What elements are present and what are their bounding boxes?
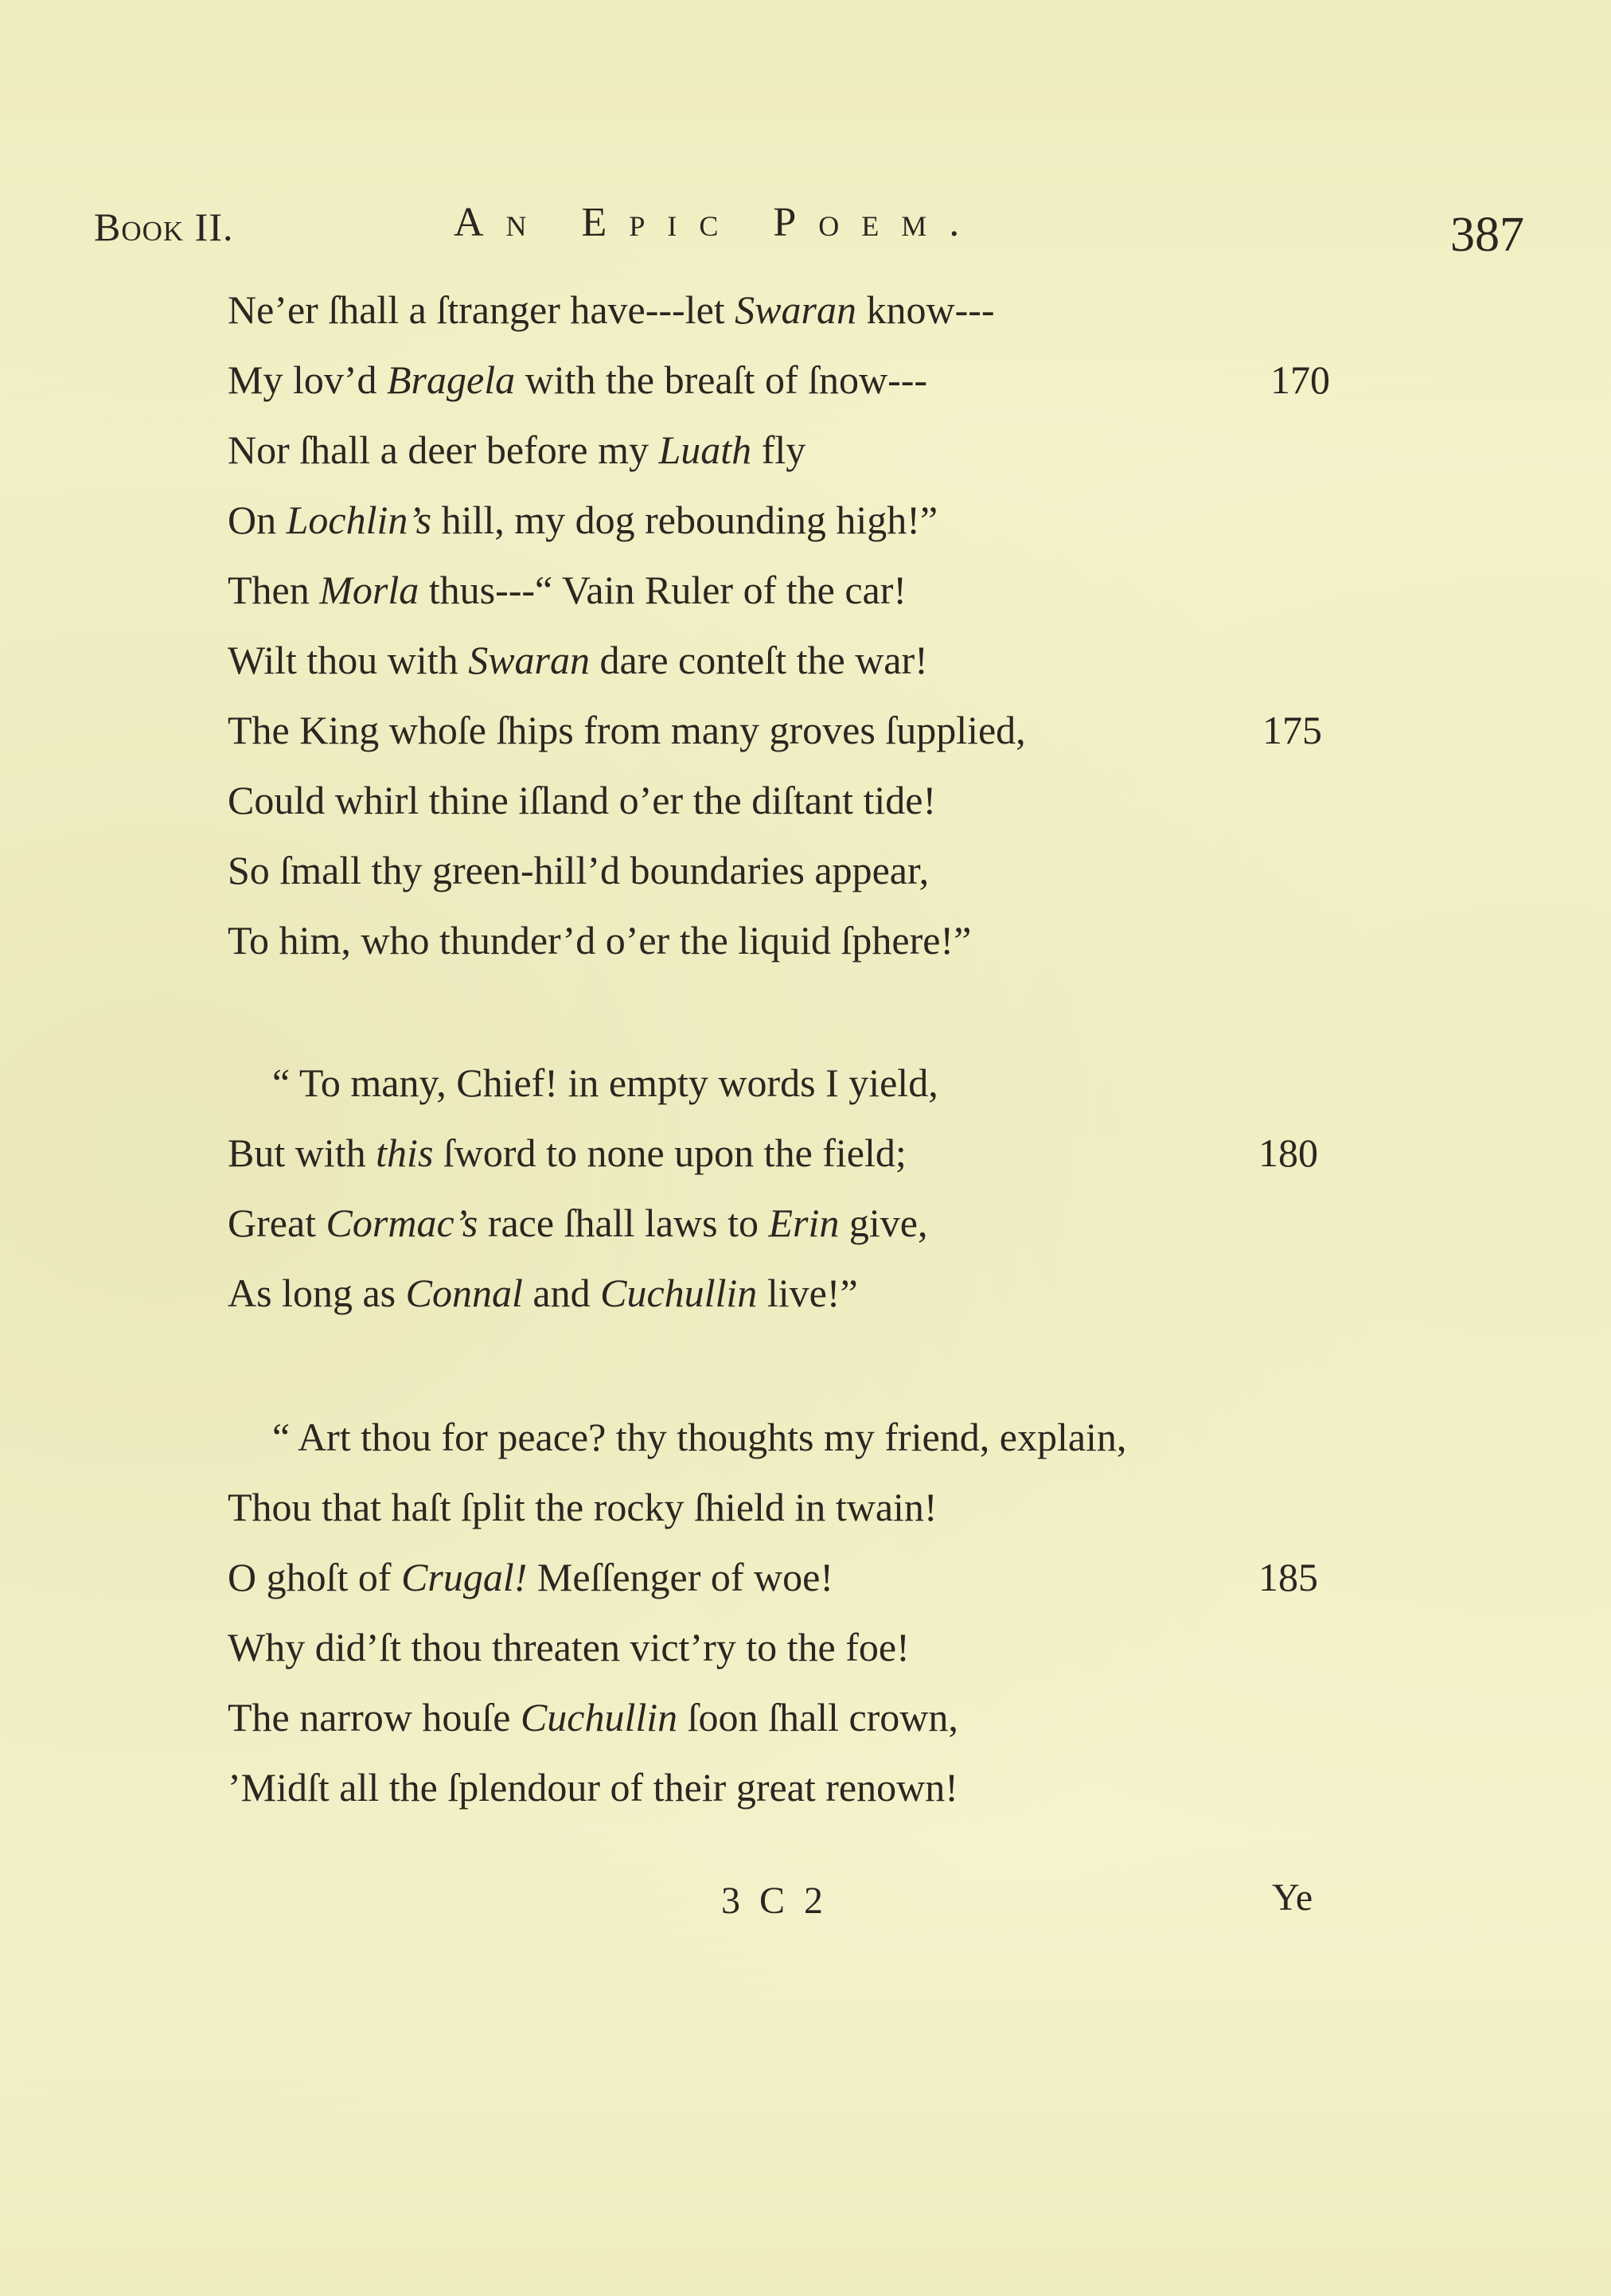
line-text: The King whoſe ſhips from many groves ſupplied, — [228, 708, 1026, 752]
poem-line — [228, 345, 1382, 415]
poem-line — [228, 1612, 1382, 1682]
line-text: So ſmall thy green-hill’d boundaries appear, — [228, 848, 930, 892]
line-text: Then Morla thus---“ Vain Ruler of the car! — [228, 568, 907, 612]
poem-line — [228, 1682, 1382, 1752]
poem-line — [228, 1542, 1382, 1612]
poem-line — [228, 1752, 1382, 1822]
line-text: Nor ſhall a deer before my Luath fly — [228, 428, 806, 472]
poem-line — [228, 1402, 1382, 1472]
poem-line — [228, 695, 1382, 765]
line-text: ’Midſt all the ſplendour of their great renown! — [228, 1765, 958, 1810]
poem-line — [228, 1472, 1382, 1542]
line-text: Could whirl thine iſland o’er the diſtant tide! — [228, 778, 937, 822]
poem-line — [228, 1258, 1382, 1328]
line-number: 175 — [1262, 708, 1322, 752]
line-text: My lov’d Bragela with the breaſt of ſnow--- — [228, 357, 928, 402]
page-number: 387 — [1450, 208, 1524, 262]
line-text: Wilt thou with Swaran dare conteſt the war! — [228, 638, 928, 682]
line-number: 180 — [1258, 1130, 1318, 1175]
line-text: Great Cormac’s race ſhall laws to Erin give, — [228, 1201, 928, 1245]
line-text: Ne’er ſhall a ſtranger have---let Swaran know--- — [228, 287, 995, 332]
poem-line — [228, 625, 1382, 695]
poem-line — [228, 905, 1382, 975]
line-text: As long as Connal and Cuchullin live!” — [228, 1271, 858, 1315]
poem-line — [228, 835, 1382, 905]
line-text: On Lochlin’s hill, my dog rebounding high!” — [228, 498, 938, 542]
line-text: “ Art thou for peace? thy thoughts my friend, explain, — [272, 1415, 1127, 1459]
page-footer — [0, 1876, 1611, 1943]
running-title: An Epic Poem. — [454, 200, 982, 245]
line-number: 185 — [1258, 1555, 1318, 1599]
poem-line — [228, 1188, 1382, 1258]
line-text: Thou that haſt ſplit the rocky ſhield in twain! — [228, 1485, 938, 1529]
poem-line — [228, 555, 1382, 625]
poem-line — [228, 765, 1382, 835]
stanza-break — [228, 1328, 1382, 1402]
line-text: “ To many, Chief! in empty words I yield, — [272, 1060, 938, 1105]
line-text: But with this ſword to none upon the field; — [228, 1130, 907, 1175]
book-label: Book II. — [94, 205, 234, 249]
line-text: To him, who thunder’d o’er the liquid ſphere!” — [228, 918, 972, 963]
signature-mark: 3 C 2 — [721, 1880, 829, 1922]
poem-line — [228, 275, 1382, 345]
line-text: The narrow houſe Cuchullin ſoon ſhall crown, — [228, 1695, 958, 1740]
running-head — [0, 191, 1611, 262]
line-text: Why did’ſt thou threaten vict’ry to the foe! — [228, 1625, 910, 1669]
stanza-break — [228, 975, 1382, 1048]
line-text: O ghoſt of Crugal! Meſſenger of woe! — [228, 1555, 833, 1599]
poem-line — [228, 485, 1382, 555]
catchword: Ye — [1272, 1876, 1313, 1919]
poem-line — [228, 1048, 1382, 1118]
poem-line — [228, 415, 1382, 485]
line-number: 170 — [1270, 357, 1330, 402]
poem-text — [228, 275, 1382, 1822]
poem-line — [228, 1118, 1382, 1188]
